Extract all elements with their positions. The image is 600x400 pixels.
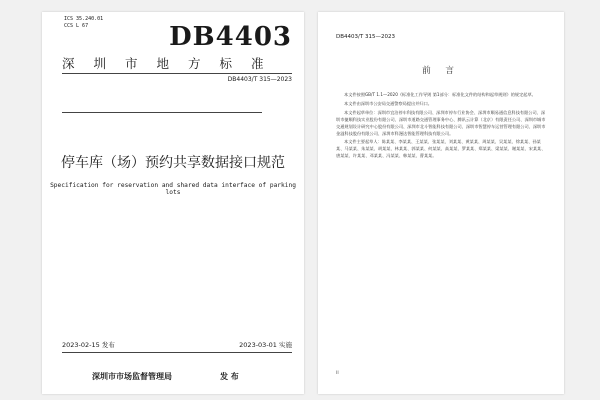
ccs-code: CCS L 67	[64, 23, 89, 29]
foreword-paragraph: 本文件主要起草人：陈某某、李某某、王某某、张某某、刘某某、黄某某、周某某、吴某某、徐某某、孙某某、马某某、朱某某、胡某某、林某某、郭某某、何某某、高某某、罗某某、郑某某、梁某某、谢某某、宋某某、唐某某、许某某、邓某某、冯某某、韩某某、曹某某。	[336, 139, 546, 159]
standard-number: DB4403/T 315—2023	[227, 76, 292, 83]
standard-code: DB4403	[169, 22, 292, 52]
page-header-number: DB4403/T 315—2023	[336, 34, 395, 40]
foreword-paragraph: 本文件由深圳市公安局交通警察局提出并归口。	[344, 100, 432, 106]
issue-label: 发 布	[220, 372, 239, 381]
cover-page	[42, 12, 304, 394]
divider-line	[62, 112, 262, 113]
foreword-paragraph: 本文件起草单位：深圳市宜泊停车科技有限公司、深圳市停车行业协会、深圳市顺易通信息科技有限公司、深圳市捷顺科技实业股份有限公司、深圳市道路交通管理事务中心、腾讯云计算（北京）有限责任公司、深圳市城市交通规划设计研究中心股份有限公司、深圳市北斗智能科技有限公司、深圳市智慧停车运营管理有限公司、深圳市金溢科技股份有限公司、深圳市科漫达智能管理科技有限公司。	[336, 109, 546, 136]
issue-date: 2023-02-15 发布	[62, 341, 115, 349]
document-title-en: Specification for reservation and shared data interface of parking lots	[50, 182, 296, 196]
local-standard-label: 深圳市地方标准	[62, 56, 283, 71]
page-number: II	[336, 371, 339, 376]
classification-codes	[64, 16, 103, 30]
header-divider	[62, 73, 292, 74]
document-title-cn: 停车库（场）预约共享数据接口规范	[61, 155, 285, 171]
foreword-paragraph: 本文件按照GB/T 1.1—2020《标准化工作导则 第1部分：标准化文件的结构和起草规则》的规定起草。	[344, 92, 536, 97]
footer-divider	[62, 352, 292, 353]
foreword-body	[336, 92, 546, 162]
foreword-title: 前 言	[422, 66, 460, 76]
foreword-page	[318, 12, 564, 394]
ics-code: ICS 35.240.01	[64, 16, 104, 22]
implement-date: 2023-03-01 实施	[239, 341, 292, 349]
issuing-authority: 深圳市市场监督管理局	[92, 372, 172, 381]
